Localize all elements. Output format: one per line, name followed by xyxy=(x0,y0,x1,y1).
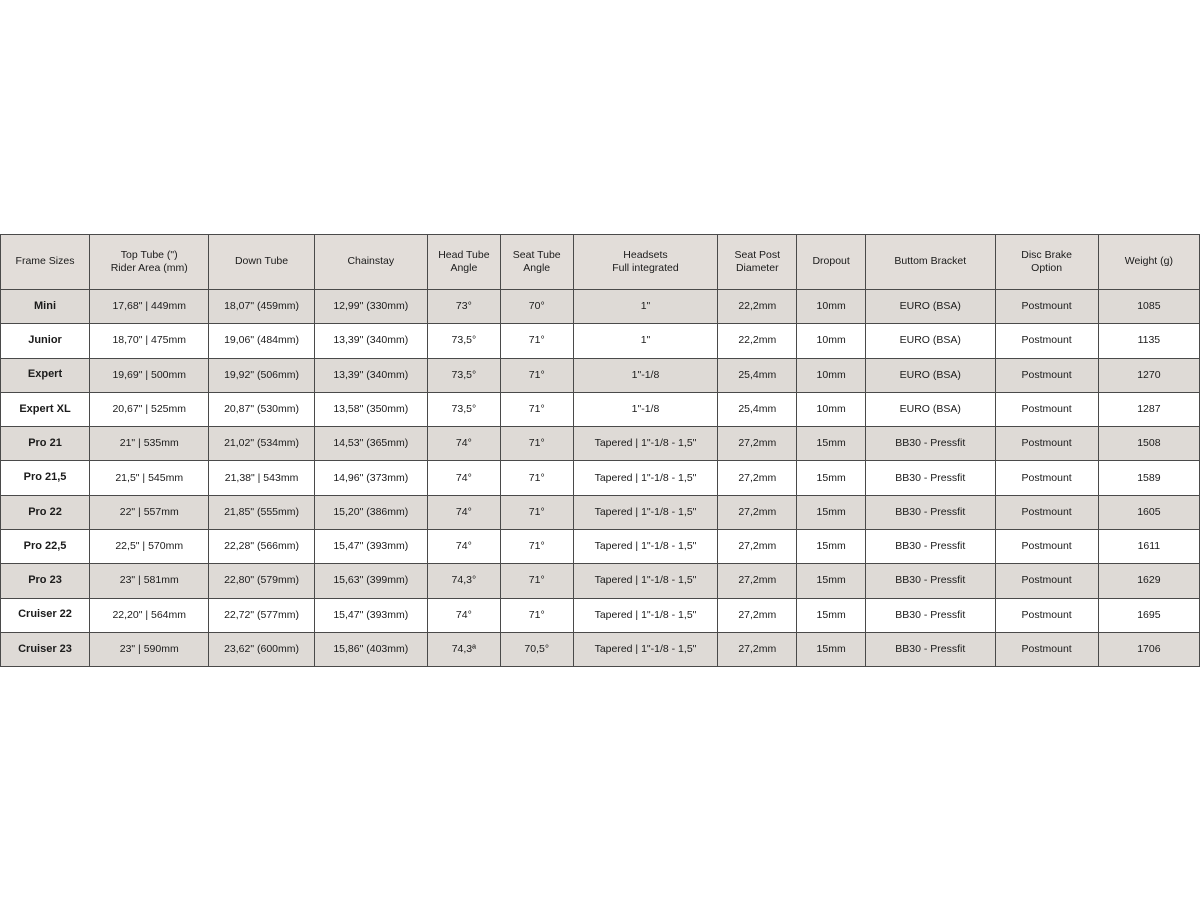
column-header-3 xyxy=(314,235,427,290)
table-cell: Postmount xyxy=(995,324,1098,358)
table-cell: 22,2mm xyxy=(718,290,797,324)
table-cell: Postmount xyxy=(995,495,1098,529)
table-cell: Postmount xyxy=(995,358,1098,392)
table-cell: EURO (BSA) xyxy=(866,358,996,392)
table-cell: 27,2mm xyxy=(718,530,797,564)
column-header-line1: Frame Sizes xyxy=(15,255,75,268)
table-cell: BB30 - Pressfit xyxy=(866,598,996,632)
table-cell: EURO (BSA) xyxy=(866,290,996,324)
table-cell: 10mm xyxy=(797,290,866,324)
table-cell: 15mm xyxy=(797,530,866,564)
table-cell: 1" xyxy=(573,290,718,324)
table-row xyxy=(1,598,1200,632)
table-cell: 73° xyxy=(427,290,500,324)
column-header-line1: Seat Post xyxy=(734,248,781,261)
table-cell: 1508 xyxy=(1098,427,1199,461)
table-cell: Postmount xyxy=(995,564,1098,598)
column-header-line2: Full integrated xyxy=(612,262,679,274)
table-cell: 21,85" (555mm) xyxy=(209,495,314,529)
table-cell: 70,5° xyxy=(500,632,573,666)
column-header-line1: Top Tube (") xyxy=(120,248,178,261)
table-cell: 1287 xyxy=(1098,392,1199,426)
table-row xyxy=(1,632,1200,666)
table-cell: 22,72" (577mm) xyxy=(209,598,314,632)
frame-size-cell: Pro 22 xyxy=(1,495,90,529)
table-cell: 22,20" | 564mm xyxy=(90,598,209,632)
table-cell: BB30 - Pressfit xyxy=(866,495,996,529)
column-header-2 xyxy=(209,235,314,290)
table-cell: 10mm xyxy=(797,392,866,426)
table-cell: 74° xyxy=(427,427,500,461)
table-cell: 1135 xyxy=(1098,324,1199,358)
column-header-line1: Headsets xyxy=(623,248,668,261)
column-header-line1: Seat Tube xyxy=(512,248,561,261)
table-cell: Postmount xyxy=(995,530,1098,564)
table-cell: 71° xyxy=(500,530,573,564)
frame-geometry-table xyxy=(0,234,1200,667)
table-row xyxy=(1,564,1200,598)
table-row xyxy=(1,358,1200,392)
table-cell: 70° xyxy=(500,290,573,324)
table-cell: 74,3ª xyxy=(427,632,500,666)
frame-size-cell: Expert xyxy=(1,358,90,392)
table-cell: 20,87" (530mm) xyxy=(209,392,314,426)
table-cell: 27,2mm xyxy=(718,495,797,529)
table-cell: BB30 - Pressfit xyxy=(866,632,996,666)
table-cell: 18,07" (459mm) xyxy=(209,290,314,324)
table-cell: EURO (BSA) xyxy=(866,392,996,426)
table-cell: 15mm xyxy=(797,427,866,461)
frame-geometry-table-container xyxy=(0,234,1200,667)
column-header-1 xyxy=(90,235,209,290)
table-row xyxy=(1,461,1200,495)
table-cell: 22,80" (579mm) xyxy=(209,564,314,598)
table-row xyxy=(1,324,1200,358)
column-header-line1: Disc Brake xyxy=(1021,248,1073,261)
table-cell: Postmount xyxy=(995,632,1098,666)
table-cell: 13,39" (340mm) xyxy=(314,358,427,392)
table-cell: 74° xyxy=(427,530,500,564)
table-cell: 1589 xyxy=(1098,461,1199,495)
column-header-line1: Down Tube xyxy=(234,255,289,268)
table-cell: 19,06" (484mm) xyxy=(209,324,314,358)
table-cell: Postmount xyxy=(995,392,1098,426)
table-cell: 73,5° xyxy=(427,324,500,358)
table-cell: 17,68" | 449mm xyxy=(90,290,209,324)
table-cell: 12,99" (330mm) xyxy=(314,290,427,324)
table-cell: 1611 xyxy=(1098,530,1199,564)
table-cell: Tapered | 1"-1/8 - 1,5" xyxy=(573,427,718,461)
table-row xyxy=(1,530,1200,564)
table-cell: 18,70" | 475mm xyxy=(90,324,209,358)
column-header-7 xyxy=(718,235,797,290)
column-header-8 xyxy=(797,235,866,290)
column-header-line2: Angle xyxy=(450,262,478,274)
table-cell: 14,96" (373mm) xyxy=(314,461,427,495)
table-cell: Tapered | 1"-1/8 - 1,5" xyxy=(573,598,718,632)
table-cell: Postmount xyxy=(995,290,1098,324)
table-cell: 15mm xyxy=(797,461,866,495)
table-cell: 1605 xyxy=(1098,495,1199,529)
table-cell: Postmount xyxy=(995,461,1098,495)
table-cell: 74,3° xyxy=(427,564,500,598)
table-cell: 71° xyxy=(500,564,573,598)
frame-size-cell: Pro 22,5 xyxy=(1,530,90,564)
frame-size-cell: Junior xyxy=(1,324,90,358)
table-cell: BB30 - Pressfit xyxy=(866,564,996,598)
table-cell: 27,2mm xyxy=(718,461,797,495)
column-header-line1: Head Tube xyxy=(438,248,490,261)
table-cell: 71° xyxy=(500,324,573,358)
table-cell: 15mm xyxy=(797,495,866,529)
table-cell: 15mm xyxy=(797,632,866,666)
table-cell: 27,2mm xyxy=(718,427,797,461)
table-cell: 15,86" (403mm) xyxy=(314,632,427,666)
column-header-0 xyxy=(1,235,90,290)
table-cell: 1" xyxy=(573,324,718,358)
table-row xyxy=(1,392,1200,426)
table-cell: 13,58" (350mm) xyxy=(314,392,427,426)
table-cell: 20,67" | 525mm xyxy=(90,392,209,426)
frame-size-cell: Mini xyxy=(1,290,90,324)
column-header-6 xyxy=(573,235,718,290)
table-cell: 15,47" (393mm) xyxy=(314,530,427,564)
column-header-line2: Rider Area (mm) xyxy=(110,262,188,274)
table-row xyxy=(1,427,1200,461)
table-cell: 1695 xyxy=(1098,598,1199,632)
table-row xyxy=(1,290,1200,324)
table-cell: 27,2mm xyxy=(718,598,797,632)
table-cell: 21,5" | 545mm xyxy=(90,461,209,495)
table-cell: 27,2mm xyxy=(718,632,797,666)
table-cell: 74° xyxy=(427,461,500,495)
table-cell: 21" | 535mm xyxy=(90,427,209,461)
table-cell: 10mm xyxy=(797,324,866,358)
column-header-line2: Angle xyxy=(523,262,551,274)
column-header-line1: Chainstay xyxy=(347,255,395,268)
table-cell: 15mm xyxy=(797,564,866,598)
table-cell: 25,4mm xyxy=(718,358,797,392)
table-cell: 1270 xyxy=(1098,358,1199,392)
column-header-line1: Dropout xyxy=(812,255,850,268)
table-cell: 1"-1/8 xyxy=(573,392,718,426)
table-cell: Tapered | 1"-1/8 - 1,5" xyxy=(573,461,718,495)
table-cell: 22,28" (566mm) xyxy=(209,530,314,564)
table-cell: EURO (BSA) xyxy=(866,324,996,358)
table-cell: 19,92" (506mm) xyxy=(209,358,314,392)
column-header-line1: Buttom Bracket xyxy=(894,255,967,268)
column-header-line2: Option xyxy=(1031,262,1063,274)
table-cell: 23,62" (600mm) xyxy=(209,632,314,666)
table-cell: Tapered | 1"-1/8 - 1,5" xyxy=(573,564,718,598)
frame-size-cell: Cruiser 22 xyxy=(1,598,90,632)
table-header-row xyxy=(1,235,1200,290)
table-cell: 73,5° xyxy=(427,358,500,392)
table-cell: BB30 - Pressfit xyxy=(866,427,996,461)
table-cell: 74° xyxy=(427,495,500,529)
table-cell: 1629 xyxy=(1098,564,1199,598)
table-cell: Tapered | 1"-1/8 - 1,5" xyxy=(573,632,718,666)
table-cell: 71° xyxy=(500,495,573,529)
table-cell: 15mm xyxy=(797,598,866,632)
table-cell: 22" | 557mm xyxy=(90,495,209,529)
table-cell: 21,38" | 543mm xyxy=(209,461,314,495)
frame-size-cell: Pro 23 xyxy=(1,564,90,598)
table-cell: 14,53" (365mm) xyxy=(314,427,427,461)
table-cell: 15,63" (399mm) xyxy=(314,564,427,598)
table-cell: 71° xyxy=(500,461,573,495)
table-cell: 10mm xyxy=(797,358,866,392)
table-cell: 1"-1/8 xyxy=(573,358,718,392)
table-cell: 71° xyxy=(500,358,573,392)
table-cell: 25,4mm xyxy=(718,392,797,426)
table-cell: 71° xyxy=(500,427,573,461)
frame-size-cell: Pro 21,5 xyxy=(1,461,90,495)
table-cell: 74° xyxy=(427,598,500,632)
frame-size-cell: Pro 21 xyxy=(1,427,90,461)
column-header-10 xyxy=(995,235,1098,290)
column-header-4 xyxy=(427,235,500,290)
table-cell: 71° xyxy=(500,392,573,426)
table-cell: 22,2mm xyxy=(718,324,797,358)
table-cell: BB30 - Pressfit xyxy=(866,461,996,495)
table-cell: Postmount xyxy=(995,598,1098,632)
table-cell: 23" | 581mm xyxy=(90,564,209,598)
table-cell: 27,2mm xyxy=(718,564,797,598)
table-cell: Tapered | 1"-1/8 - 1,5" xyxy=(573,530,718,564)
table-cell: 19,69" | 500mm xyxy=(90,358,209,392)
table-cell: 23" | 590mm xyxy=(90,632,209,666)
table-cell: BB30 - Pressfit xyxy=(866,530,996,564)
column-header-9 xyxy=(866,235,996,290)
table-cell: 15,20" (386mm) xyxy=(314,495,427,529)
table-body xyxy=(1,290,1200,667)
table-header xyxy=(1,235,1200,290)
table-cell: 1706 xyxy=(1098,632,1199,666)
frame-size-cell: Expert XL xyxy=(1,392,90,426)
table-cell: Tapered | 1"-1/8 - 1,5" xyxy=(573,495,718,529)
table-cell: 15,47" (393mm) xyxy=(314,598,427,632)
table-cell: Postmount xyxy=(995,427,1098,461)
table-cell: 21,02" (534mm) xyxy=(209,427,314,461)
table-cell: 13,39" (340mm) xyxy=(314,324,427,358)
frame-size-cell: Cruiser 23 xyxy=(1,632,90,666)
table-cell: 71° xyxy=(500,598,573,632)
table-cell: 1085 xyxy=(1098,290,1199,324)
table-cell: 22,5" | 570mm xyxy=(90,530,209,564)
column-header-line2: Diameter xyxy=(735,262,779,274)
table-row xyxy=(1,495,1200,529)
column-header-5 xyxy=(500,235,573,290)
table-cell: 73,5° xyxy=(427,392,500,426)
column-header-11 xyxy=(1098,235,1199,290)
column-header-line1: Weight (g) xyxy=(1124,255,1173,268)
